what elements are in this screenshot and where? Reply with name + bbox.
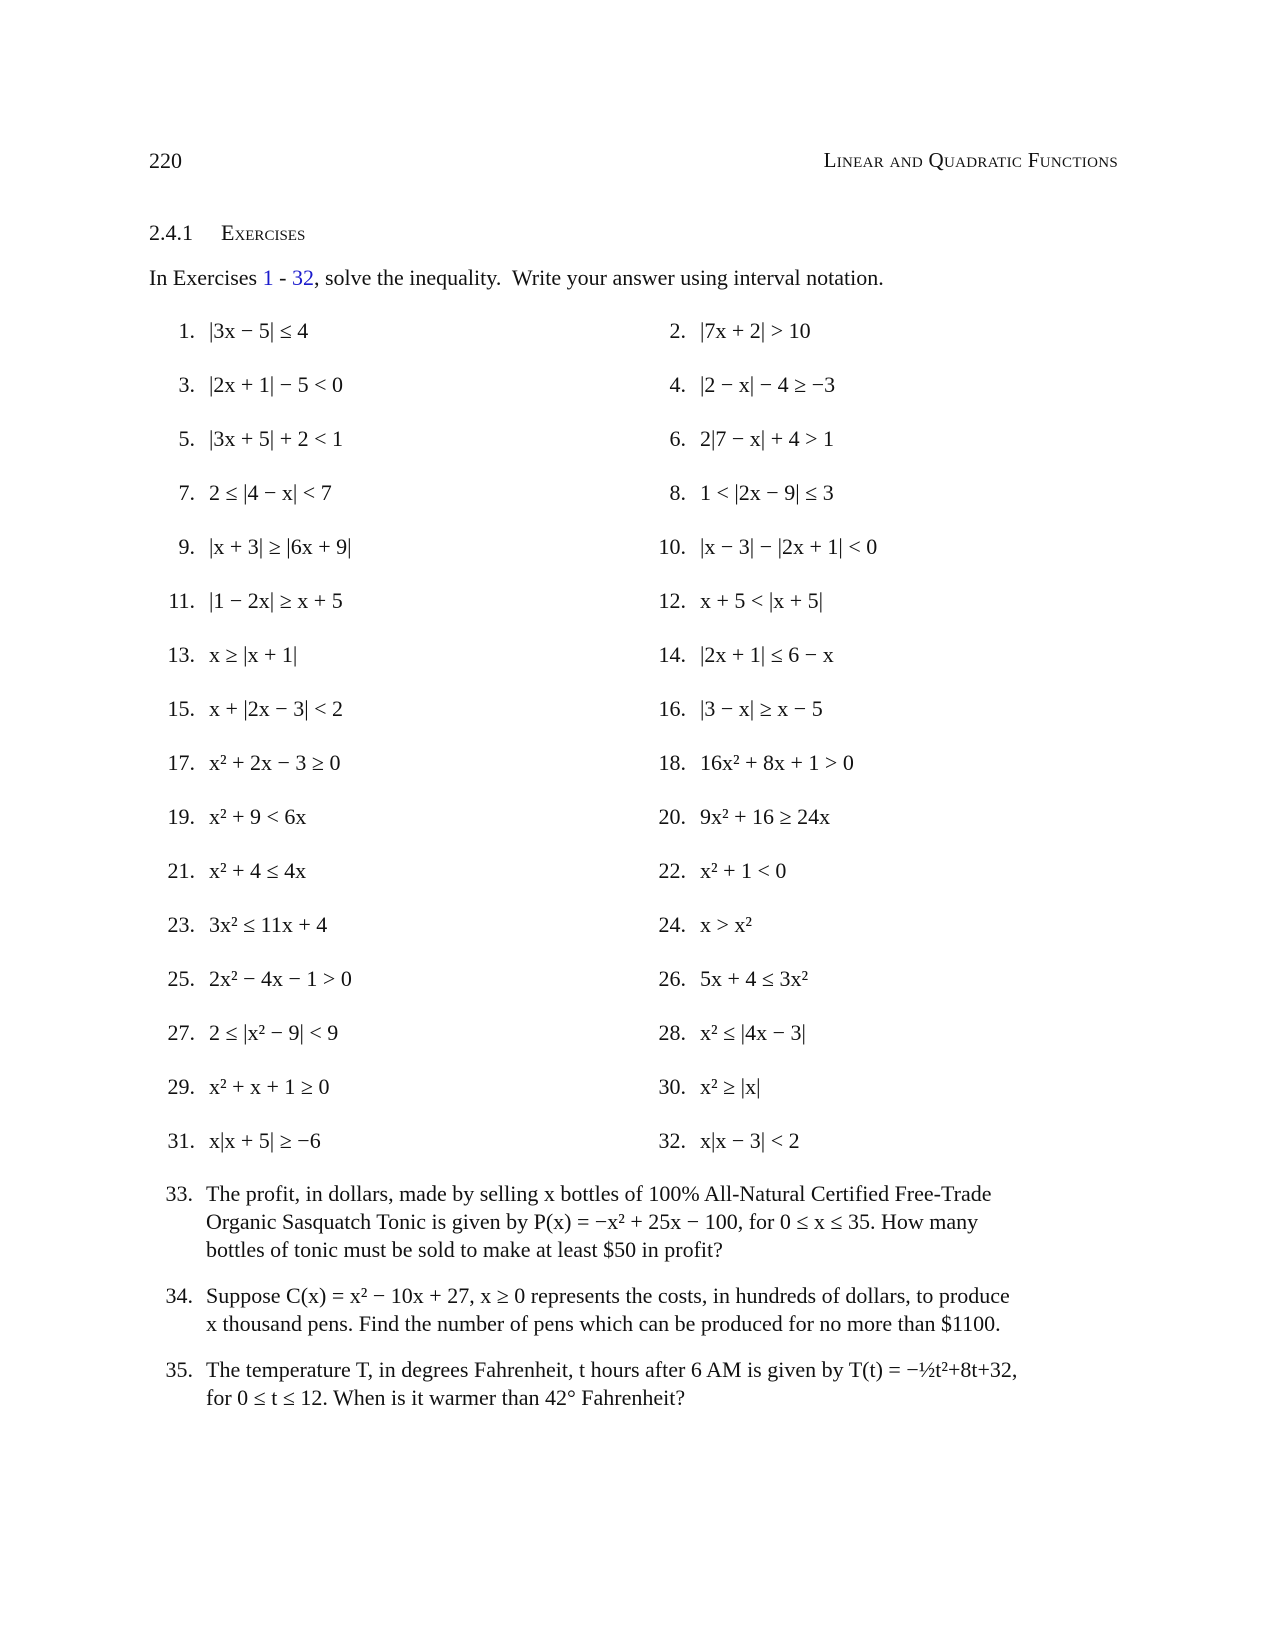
exercise-expression: |2x + 1| − 5 < 0 <box>209 372 344 397</box>
exercise-number: 14. <box>658 642 686 667</box>
exercise-number: 20. <box>658 804 686 829</box>
exercise-expression: 1 < |2x − 9| ≤ 3 <box>700 480 834 505</box>
problem-line: x thousand pens. Find the number of pens which can be produced for no more than $1100. <box>206 1311 1001 1336</box>
word-problem <box>149 1180 1118 1264</box>
exercise-item <box>646 910 1086 940</box>
exercise-expression: x + |2x − 3| < 2 <box>209 696 344 721</box>
exercise-item <box>646 748 1086 778</box>
exercise-number: 32. <box>658 1128 686 1153</box>
exercise-item <box>155 964 595 994</box>
exercise-expression: x > x² <box>700 912 753 937</box>
intro-text-end: , solve the inequality. Write your answer using interval notation. <box>313 265 884 290</box>
exercise-number: 11. <box>168 588 195 613</box>
exercise-expression: |3x + 5| + 2 < 1 <box>209 426 344 451</box>
exercise-item <box>155 748 595 778</box>
exercise-expression: x² + 4 ≤ 4x <box>209 858 307 883</box>
exercise-expression: |2 − x| − 4 ≥ −3 <box>700 372 836 397</box>
exercise-number: 29. <box>167 1074 195 1099</box>
exercise-item <box>646 424 1086 454</box>
exercise-number: 8. <box>669 480 686 505</box>
exercise-number: 17. <box>167 750 195 775</box>
exercise-expression: x² + x + 1 ≥ 0 <box>209 1074 330 1099</box>
exercise-expression: 3x² ≤ 11x + 4 <box>209 912 328 937</box>
word-problem <box>149 1282 1118 1338</box>
exercise-number: 4. <box>669 372 686 397</box>
exercise-number: 21. <box>167 858 195 883</box>
exercise-number: 15. <box>167 696 195 721</box>
exercise-number: 12. <box>658 588 686 613</box>
exercise-item <box>646 802 1086 832</box>
exercise-expression: |3x − 5| ≤ 4 <box>209 318 309 343</box>
exercise-item <box>646 316 1086 346</box>
exercise-number: 5. <box>178 426 195 451</box>
exercise-item <box>646 1018 1086 1048</box>
exercise-item <box>155 1072 595 1102</box>
exercise-item <box>646 856 1086 886</box>
exercise-expression: x² ≥ |x| <box>700 1074 761 1099</box>
exercise-expression: x ≥ |x + 1| <box>209 642 298 667</box>
problem-line: The temperature T, in degrees Fahrenheit, t hours after 6 AM is given by T(t) = −½t²+8t+32, <box>206 1357 1018 1382</box>
exercise-item <box>155 694 595 724</box>
exercise-expression: x² + 2x − 3 ≥ 0 <box>209 750 341 775</box>
exercise-number: 25. <box>167 966 195 991</box>
exercise-number: 35. <box>165 1357 193 1382</box>
exercise-expression: x² + 1 < 0 <box>700 858 787 883</box>
exercise-number: 1. <box>178 318 195 343</box>
exercise-item <box>155 802 595 832</box>
intro-dash: - <box>273 265 292 290</box>
link-exercise-1[interactable]: 1 <box>262 265 274 290</box>
exercise-item <box>155 910 595 940</box>
exercise-expression: |3 − x| ≥ x − 5 <box>700 696 823 721</box>
problem-line: for 0 ≤ t ≤ 12. When is it warmer than 42° Fahrenheit? <box>206 1385 686 1410</box>
exercise-number: 22. <box>658 858 686 883</box>
exercise-item <box>155 856 595 886</box>
exercise-expression: x² + 9 < 6x <box>209 804 307 829</box>
exercise-item <box>155 1018 595 1048</box>
exercise-item <box>155 586 595 616</box>
problem-line: Suppose C(x) = x² − 10x + 27, x ≥ 0 represents the costs, in hundreds of dollars, to produce <box>206 1283 1010 1308</box>
exercise-number: 16. <box>658 696 686 721</box>
exercise-item <box>646 478 1086 508</box>
exercise-number: 30. <box>658 1074 686 1099</box>
exercise-item <box>155 424 595 454</box>
exercise-number: 27. <box>167 1020 195 1045</box>
exercise-expression: |x + 3| ≥ |6x + 9| <box>209 534 352 559</box>
section-heading <box>149 220 305 246</box>
exercise-number: 23. <box>167 912 195 937</box>
exercise-item <box>646 1072 1086 1102</box>
exercise-item <box>155 478 595 508</box>
exercise-expression: 2|7 − x| + 4 > 1 <box>700 426 835 451</box>
exercise-number: 28. <box>658 1020 686 1045</box>
exercise-number: 26. <box>658 966 686 991</box>
exercise-expression: |1 − 2x| ≥ x + 5 <box>209 588 343 613</box>
section-number: 2.4.1 <box>149 220 193 245</box>
page-number: 220 <box>149 148 182 173</box>
exercise-expression: x² ≤ |4x − 3| <box>700 1020 806 1045</box>
exercise-number: 3. <box>178 372 195 397</box>
exercise-number: 33. <box>165 1181 193 1206</box>
exercise-expression: |2x + 1| ≤ 6 − x <box>700 642 834 667</box>
exercise-item <box>155 1126 595 1156</box>
exercise-number: 7. <box>178 480 195 505</box>
exercise-item <box>155 640 595 670</box>
exercise-expression: |7x + 2| > 10 <box>700 318 811 343</box>
exercise-expression: 5x + 4 ≤ 3x² <box>700 966 809 991</box>
exercise-expression: x|x − 3| < 2 <box>700 1128 800 1153</box>
problem-line: Organic Sasquatch Tonic is given by P(x) = −x² + 25x − 100, for 0 ≤ x ≤ 35. How many <box>206 1209 979 1234</box>
exercise-expression: 2 ≤ |4 − x| < 7 <box>209 480 332 505</box>
exercise-item <box>646 1126 1086 1156</box>
link-exercise-32[interactable]: 32 <box>291 265 314 290</box>
exercise-item <box>646 640 1086 670</box>
exercise-number: 2. <box>669 318 686 343</box>
exercise-item <box>155 532 595 562</box>
instructions <box>149 265 884 291</box>
exercise-expression: 16x² + 8x + 1 > 0 <box>700 750 854 775</box>
exercise-number: 10. <box>658 534 686 559</box>
exercise-number: 34. <box>165 1283 193 1308</box>
exercise-expression: x|x + 5| ≥ −6 <box>209 1128 321 1153</box>
exercise-item <box>646 532 1086 562</box>
exercise-item <box>646 370 1086 400</box>
section-title: Exercises <box>221 220 306 245</box>
exercise-item <box>155 370 595 400</box>
intro-text: In Exercises <box>149 265 263 290</box>
exercise-item <box>646 586 1086 616</box>
exercise-number: 18. <box>658 750 686 775</box>
exercise-number: 9. <box>178 534 195 559</box>
exercise-expression: x + 5 < |x + 5| <box>700 588 824 613</box>
exercise-expression: 2 ≤ |x² − 9| < 9 <box>209 1020 339 1045</box>
exercise-item <box>646 694 1086 724</box>
word-problem-list <box>149 1180 1118 1412</box>
exercise-number: 24. <box>658 912 686 937</box>
exercise-number: 13. <box>167 642 195 667</box>
word-problem <box>149 1356 1118 1412</box>
running-header: Linear and Quadratic Functions <box>823 148 1118 172</box>
exercise-expression: |x − 3| − |2x + 1| < 0 <box>700 534 878 559</box>
exercise-expression: 2x² − 4x − 1 > 0 <box>209 966 352 991</box>
exercise-number: 31. <box>167 1128 195 1153</box>
exercise-item <box>646 964 1086 994</box>
problem-line: The profit, in dollars, made by selling x bottles of 100% All-Natural Certified Free-Trade <box>206 1181 992 1206</box>
exercise-expression: 9x² + 16 ≥ 24x <box>700 804 831 829</box>
exercise-number: 6. <box>669 426 686 451</box>
problem-line: bottles of tonic must be sold to make at least $50 in profit? <box>206 1237 723 1262</box>
exercise-item <box>155 316 595 346</box>
exercise-number: 19. <box>167 804 195 829</box>
